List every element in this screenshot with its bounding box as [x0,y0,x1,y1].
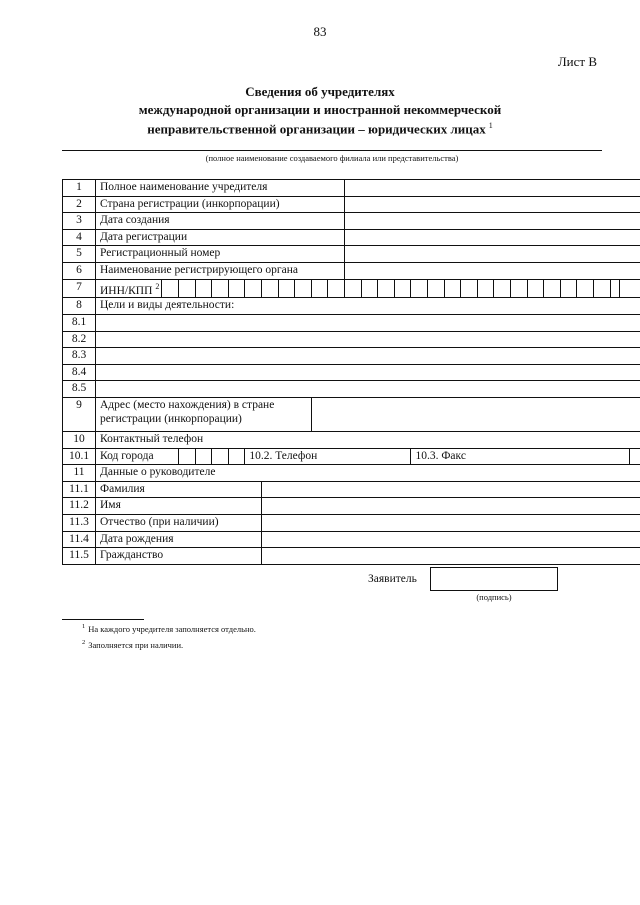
row-number: 11 [63,465,96,482]
row-label: Адрес (место нахождения) в стране регистрации (инкорпорации) [96,397,312,431]
inn-digit-box[interactable] [212,279,229,298]
form-title-line-3 [0,121,640,137]
row-label [96,279,162,298]
row-number: 4 [63,229,96,246]
kpp-digit-box[interactable] [461,279,478,298]
row-number: 8.3 [63,348,96,365]
row-label: Фамилия [96,481,262,498]
table-row [63,331,640,348]
address-field[interactable] [311,397,640,431]
inn-digit-box[interactable] [328,279,345,298]
inn-digit-box[interactable] [295,279,312,298]
footnote-mark: 1 [82,623,86,630]
form-title-line-1: Сведения об учредителях [245,84,395,99]
table-row [63,531,640,548]
table-row [63,481,640,498]
inn-kpp-trailing-field[interactable] [619,279,640,298]
table-row [63,381,640,398]
registration-number-field[interactable] [345,246,640,263]
activity-field-4[interactable] [96,364,640,381]
table-row [63,548,640,565]
row-label: Цели и виды деятельности: [96,298,640,315]
registering-authority-field[interactable] [345,262,640,279]
table-row [63,397,640,431]
row-number: 11.3 [63,514,96,531]
activity-field-5[interactable] [96,381,640,398]
row-number: 6 [63,262,96,279]
activity-field-1[interactable] [96,314,640,331]
row-label: Страна регистрации (инкорпорации) [96,196,345,213]
citizenship-field[interactable] [261,548,640,565]
table-row [63,498,640,515]
row-label: Имя [96,498,262,515]
table-row [63,180,640,197]
inn-digit-box[interactable] [228,279,245,298]
applicant-label: Заявитель [368,573,417,585]
row-label: Дата регистрации [96,229,345,246]
row-label: Данные о руководителе [96,465,640,482]
row-number: 8.2 [63,331,96,348]
kpp-digit-box[interactable] [444,279,461,298]
row-number: 5 [63,246,96,263]
table-row [63,246,640,263]
kpp-digit-box[interactable] [577,279,594,298]
table-row [63,431,640,448]
row-label: Наименование регистрирующего органа [96,262,345,279]
kpp-digit-box[interactable] [511,279,528,298]
birth-date-field[interactable] [261,531,640,548]
row-number: 10 [63,431,96,448]
kpp-digit-box[interactable] [560,279,577,298]
kpp-digit-box[interactable] [477,279,494,298]
table-row [63,465,640,482]
founder-form-table [62,179,640,565]
city-code-digit-box[interactable] [228,448,245,465]
kpp-digit-box[interactable] [411,279,428,298]
kpp-digit-box[interactable] [594,279,611,298]
footnote-marker: 2 [155,281,160,291]
row-number: 8.5 [63,381,96,398]
inn-digit-box[interactable] [311,279,328,298]
creation-date-field[interactable] [345,213,640,230]
fax-field[interactable]: 10.3. Факс [411,448,629,465]
kpp-digit-box[interactable] [378,279,395,298]
org-name-caption: (полное наименование создаваемого филиала или представительства) [205,153,459,163]
kpp-digit-box[interactable] [394,279,411,298]
row-number: 7 [63,279,96,298]
footnote-text: На каждого учредителя заполняется отдельно. [88,623,256,634]
signature-caption: (подпись) [476,592,512,602]
activity-field-2[interactable] [96,331,640,348]
kpp-digit-box[interactable] [610,279,619,298]
row-label: Контактный телефон [96,431,640,448]
table-row [63,348,640,365]
table-row [63,298,640,315]
row-label: Отчество (при наличии) [96,514,262,531]
city-code-digit-box[interactable] [178,448,195,465]
footnote-2 [82,639,183,650]
row-number: 11.5 [63,548,96,565]
row-number: 1 [63,180,96,197]
row-number: 11.2 [63,498,96,515]
table-row [63,229,640,246]
kpp-digit-box[interactable] [544,279,561,298]
sheet-label: Лист В [557,54,597,69]
registration-date-field[interactable] [345,229,640,246]
form-title-line-3-text: неправительственной организации – юридических лицах [147,121,486,137]
row-number: 10.1 [63,448,96,465]
inn-digit-box[interactable] [345,279,362,298]
city-code-digit-box[interactable] [195,448,212,465]
footnote-text: Заполняется при наличии. [88,639,184,650]
row-number: 11.1 [63,481,96,498]
inn-kpp-label: ИНН/КПП [100,284,153,297]
row-label: Гражданство [96,548,262,565]
row-number: 3 [63,213,96,230]
row-label: Код города [96,448,179,465]
table-row [63,279,640,298]
table-row [63,196,640,213]
kpp-digit-box[interactable] [527,279,544,298]
kpp-digit-box[interactable] [428,279,445,298]
footnote-marker: 1 [488,121,493,130]
first-name-field[interactable] [261,498,640,515]
footnote-mark: 2 [82,639,86,646]
row-label: Полное наименование учредителя [96,180,345,197]
row-label: Регистрационный номер [96,246,345,263]
row-label: Дата создания [96,213,345,230]
table-row [63,364,640,381]
form-title-line-2: международной организации и иностранной некоммерческой [138,102,502,117]
inn-digit-box[interactable] [361,279,378,298]
footnote-divider [62,619,144,620]
table-row [63,514,640,531]
inn-digit-box[interactable] [261,279,278,298]
table-row [63,314,640,331]
org-name-line[interactable] [62,150,602,151]
row-label: Дата рождения [96,531,262,548]
kpp-digit-box[interactable] [494,279,511,298]
inn-digit-box[interactable] [162,279,179,298]
inn-digit-box[interactable] [278,279,295,298]
row-number: 9 [63,397,96,431]
registration-country-field[interactable] [345,196,640,213]
table-row [63,262,640,279]
row-number: 2 [63,196,96,213]
footnote-1 [82,623,256,634]
activity-field-3[interactable] [96,348,640,365]
inn-digit-box[interactable] [178,279,195,298]
patronymic-field[interactable] [261,514,640,531]
page-number: 83 [313,24,327,39]
founder-name-field[interactable] [345,180,640,197]
phone-field[interactable]: 10.2. Телефон [245,448,411,465]
row-number: 8.4 [63,364,96,381]
row-number: 8 [63,298,96,315]
row-number: 8.1 [63,314,96,331]
surname-field[interactable] [261,481,640,498]
table-row [63,448,640,465]
city-code-digit-box[interactable] [212,448,229,465]
inn-digit-box[interactable] [195,279,212,298]
row-number: 11.4 [63,531,96,548]
inn-digit-box[interactable] [245,279,262,298]
signature-field[interactable] [430,567,558,591]
table-row [63,213,640,230]
